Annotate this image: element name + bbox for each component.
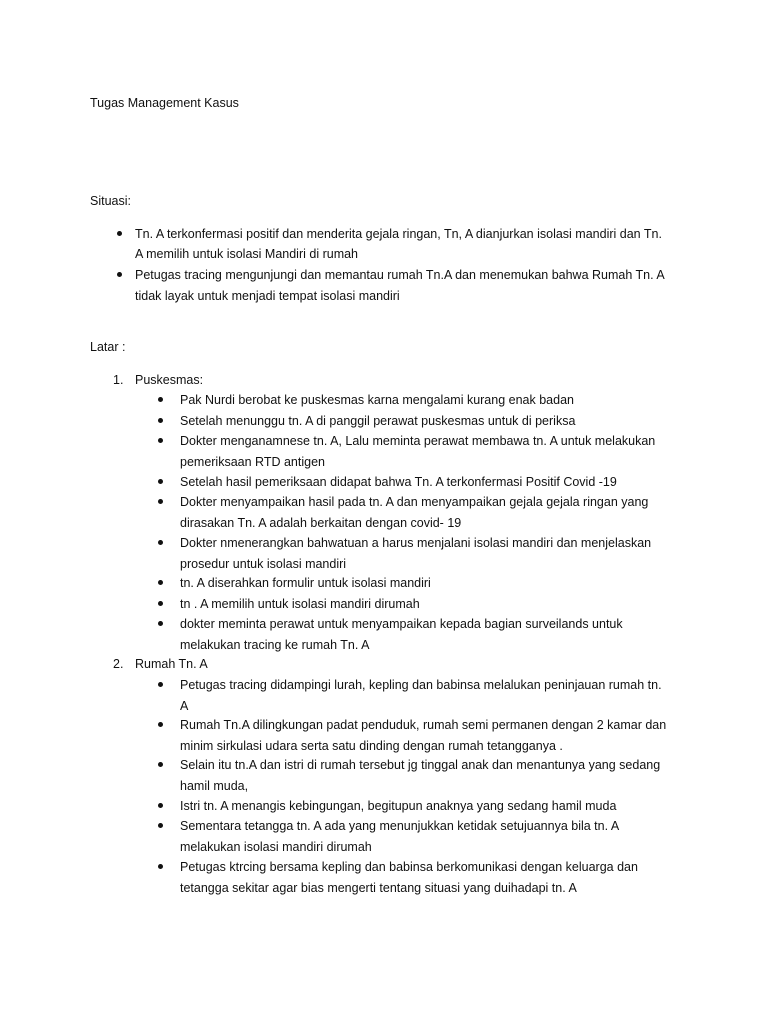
list-item-line: Selain itu tn.A dan istri di rumah tersebut jg tinggal anak dan menantunya yang sedang [180,758,661,772]
list-item-line: Istri tn. A menangis kebingungan, begitupun anaknya yang sedang hamil muda [180,799,617,813]
list-item-line: melakukan tracing ke rumah Tn. A [180,638,370,652]
bullet-icon [158,601,163,606]
bullet-icon [158,580,163,585]
document-title: Tugas Management Kasus [90,96,239,110]
bullet-icon [158,397,163,402]
bullet-icon [117,231,122,236]
situasi-item-line: Tn. A terkonfermasi positif dan menderita gejala ringan, Tn, A dianjurkan isolasi mandiri dan Tn. [135,227,662,241]
list-item-line: hamil muda, [180,779,249,793]
bullet-icon [158,722,163,727]
list-item-line: tn. A diserahkan formulir untuk isolasi mandiri [180,576,431,590]
list-item-line: Dokter menyampaikan hasil pada tn. A dan menyampaikan gejala gejala ringan yang [180,495,649,509]
bullet-icon [158,682,163,687]
section-number: 1. [113,373,124,387]
list-item-line: dokter meminta perawat untuk menyampaikan kepada bagian surveilands untuk [180,617,623,631]
list-item-line: tn . A memilih untuk isolasi mandiri dirumah [180,597,420,611]
list-item-line: tetangga sekitar agar bias mengerti tentang situasi yang duihadapi tn. A [180,881,577,895]
bullet-icon [158,621,163,626]
bullet-icon [158,479,163,484]
bullet-icon [158,499,163,504]
list-item-line: Setelah menunggu tn. A di panggil perawat puskesmas untuk di periksa [180,414,576,428]
bullet-icon [117,272,122,277]
situasi-heading: Situasi: [90,194,131,208]
list-item-line: A [180,699,189,713]
bullet-icon [158,803,163,808]
list-item-line: minim sirkulasi udara serta satu dinding dengan rumah tetangganya . [180,739,563,753]
bullet-icon [158,823,163,828]
latar-heading: Latar : [90,340,126,354]
section-number: 2. [113,657,124,671]
list-item-line: Pak Nurdi berobat ke puskesmas karna mengalami kurang enak badan [180,393,574,407]
bullet-icon [158,762,163,767]
list-item-line: dirasakan Tn. A adalah berkaitan dengan covid- 19 [180,516,462,530]
bullet-icon [158,418,163,423]
situasi-item-line: A memilih untuk isolasi Mandiri di rumah [135,247,359,261]
list-item-line: pemeriksaan RTD antigen [180,455,325,469]
bullet-icon [158,540,163,545]
bullet-icon [158,864,163,869]
list-item-line: Sementara tetangga tn. A ada yang menunjukkan ketidak setujuannya bila tn. A [180,819,620,833]
bullet-icon [158,438,163,443]
list-item-line: Rumah Tn.A dilingkungan padat penduduk, rumah semi permanen dengan 2 kamar dan [180,718,667,732]
section-title: Rumah Tn. A [135,657,208,671]
list-item-line: melakukan isolasi mandiri dirumah [180,840,372,854]
list-item-line: prosedur untuk isolasi mandiri [180,557,347,571]
list-item-line: Petugas tracing didampingi lurah, kepling dan babinsa melalukan peninjauan rumah tn. [180,678,662,692]
list-item-line: Setelah hasil pemeriksaan didapat bahwa Tn. A terkonfermasi Positif Covid -19 [180,475,617,489]
list-item-line: Dokter nmenerangkan bahwatuan a harus menjalani isolasi mandiri dan menjelaskan [180,536,652,550]
section-title: Puskesmas: [135,373,204,387]
situasi-item-line: Petugas tracing mengunjungi dan memantau rumah Tn.A dan menemukan bahwa Rumah Tn. A [135,268,665,282]
situasi-item-line: tidak layak untuk menjadi tempat isolasi mandiri [135,289,400,303]
list-item-line: Petugas ktrcing bersama kepling dan babinsa berkomunikasi dengan keluarga dan [180,860,638,874]
list-item-line: Dokter menganamnese tn. A, Lalu meminta perawat membawa tn. A untuk melakukan [180,434,656,448]
